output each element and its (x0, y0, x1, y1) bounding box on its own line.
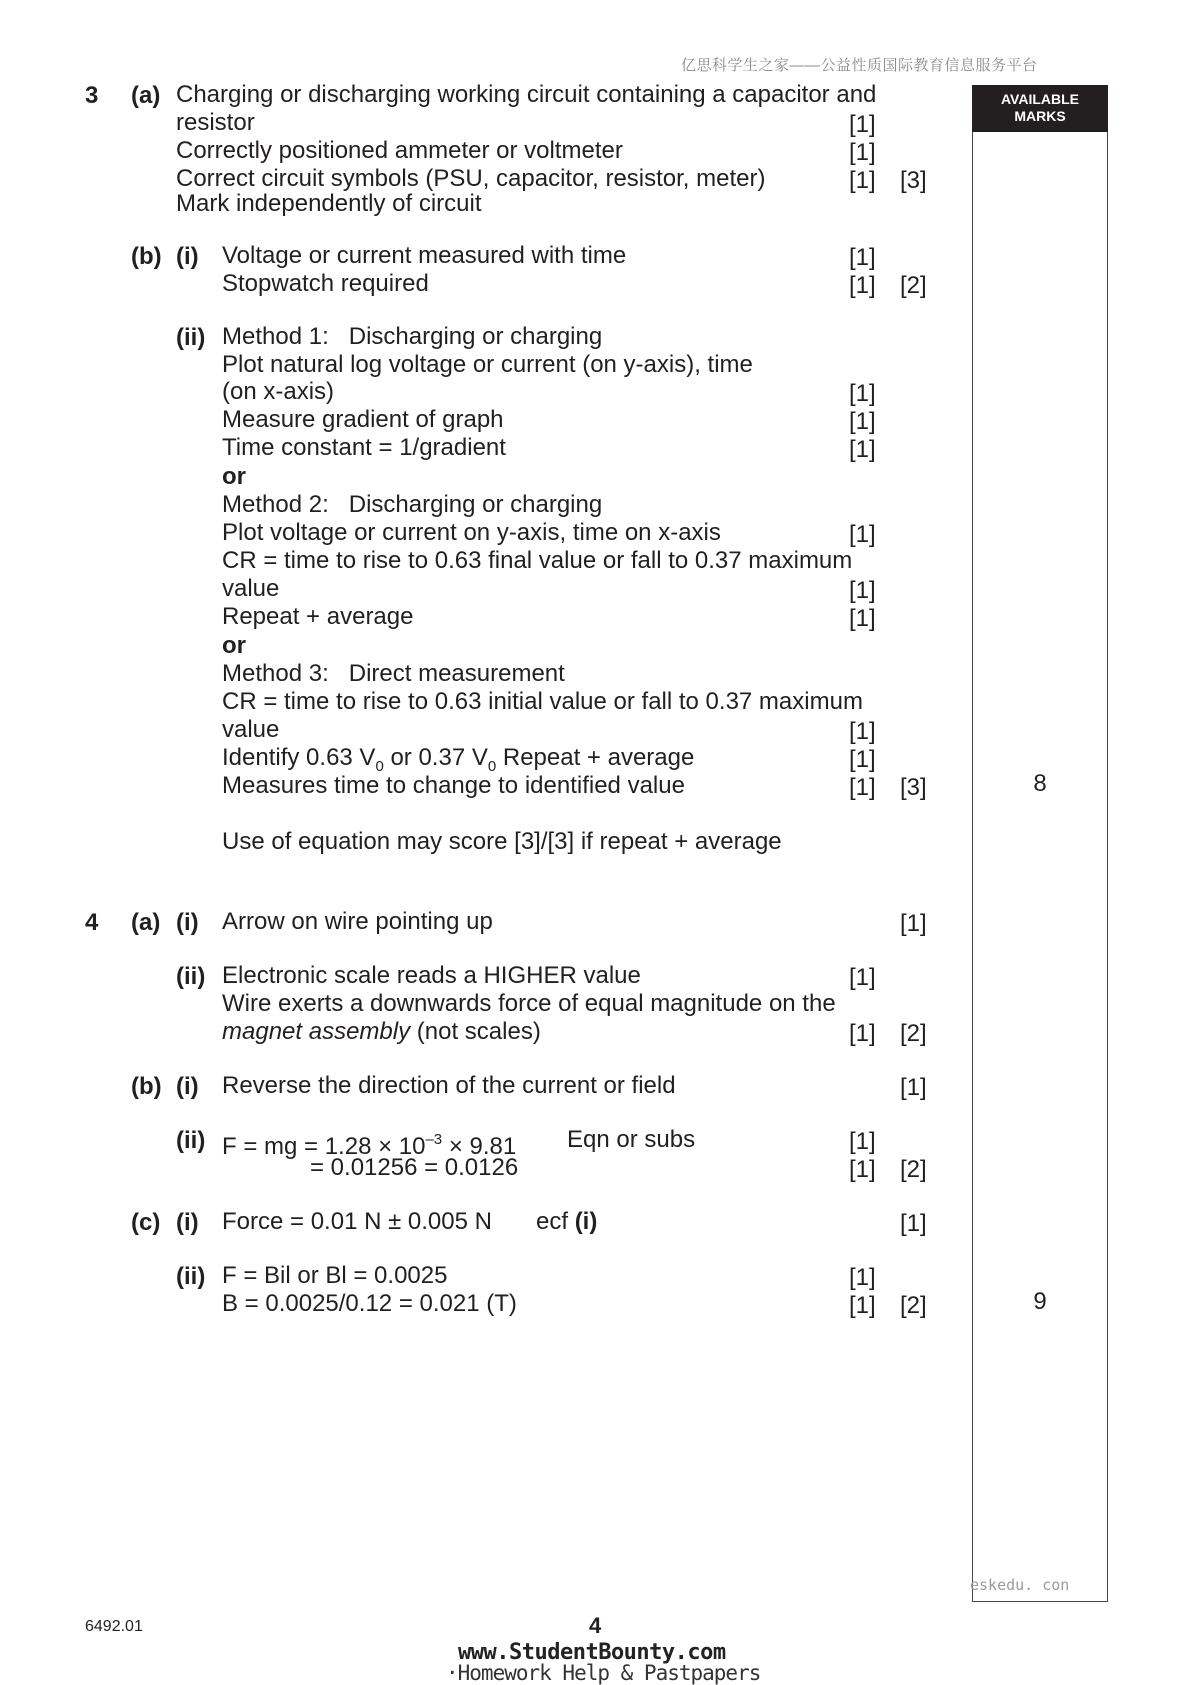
q3bii-m3-line1: CR = time to rise to 0.63 initial value or fall to 0.37 maximum (222, 688, 863, 715)
q3a-line5: Mark independently of circuit (176, 190, 482, 217)
q4bi-line1: Reverse the direction of the current or field (222, 1072, 676, 1099)
q4cii-line1-mark: [1] (849, 1264, 876, 1291)
q3bii-m2-line4: Repeat + average (222, 603, 414, 630)
header-watermark: 亿思科学生之家——公益性质国际教育信息服务平台 (681, 57, 1038, 74)
q3a-line4-mark: [1] (849, 167, 876, 194)
q3a-line3: Correctly positioned ammeter or voltmeter (176, 137, 623, 164)
available-marks-heading (972, 85, 1108, 132)
q4ci-line1: Force = 0.01 N ± 0.005 N (222, 1208, 492, 1235)
q3bii-or-1: or (222, 463, 246, 490)
q3bii-m1-line2: (on x-axis) (222, 378, 335, 405)
q3a-line3-mark: [1] (849, 139, 876, 166)
q3bii-m3-line2-mark: [1] (849, 718, 876, 745)
q4bii-line1-note: Eqn or subs (567, 1126, 696, 1153)
q4ci-total-mark: [1] (900, 1210, 927, 1237)
q3b-sub-ii-label: (ii) (176, 324, 206, 351)
q3bii-m2-line1: Plot voltage or current on y-axis, time on x-axis (222, 519, 721, 546)
q3bii-m1-line3-mark: [1] (849, 408, 876, 435)
q4cii-line2: B = 0.0025/0.12 = 0.021 (T) (222, 1290, 517, 1317)
q4cii-total-mark: [2] (900, 1292, 927, 1319)
q4ci-ecf-text: ecf (536, 1208, 575, 1235)
q4b-sub-ii-label: (ii) (176, 1127, 206, 1154)
q3bii-method1-title: Method 1: Discharging or charging (222, 323, 603, 350)
available-marks-heading-line1: AVAILABLE (1000, 91, 1080, 107)
q3-available-marks: 8 (1033, 770, 1047, 797)
q4ci-ecf (536, 1208, 597, 1236)
q3bii-m3-line3-subscript-2: 0 (487, 758, 497, 775)
q4bii-total-mark: [2] (900, 1156, 927, 1183)
q3bi-total-mark: [2] (900, 272, 927, 299)
q4a-sub-ii-label: (ii) (176, 963, 206, 990)
q3a-line2: resistor (176, 109, 255, 136)
q3bii-method2-title: Method 2: Discharging or charging (222, 491, 603, 518)
q3bii-m2-line3-mark: [1] (849, 577, 876, 604)
q4a-sub-i-label: (i) (176, 909, 199, 936)
studentbounty-tagline: ·Homework Help & Pastpapers (446, 1661, 761, 1685)
q3bii-m2-line3: value (222, 575, 280, 602)
q3bii-note: Use of equation may score [3]/[3] if repeat + average (222, 828, 782, 855)
q3bii-m1-line2-mark: [1] (849, 380, 876, 407)
q3bi-line1-mark: [1] (849, 244, 876, 271)
q4cii-line1: F = Bil or Bl = 0.0025 (222, 1262, 448, 1289)
q3bii-m1-line3: Measure gradient of graph (222, 406, 504, 433)
q4aii-line1-mark: [1] (849, 964, 876, 991)
q4c-sub-i-label: (i) (176, 1209, 199, 1236)
q3bi-line2: Stopwatch required (222, 270, 429, 297)
eskedu-watermark: eskedu. con (970, 1576, 1070, 1594)
q3bii-m3-line3-mark: [1] (849, 746, 876, 773)
q3a-line1: Charging or discharging working circuit containing a capacitor and (176, 81, 877, 108)
available-marks-column (972, 85, 1108, 1602)
q4bii-line2-mark: [1] (849, 1156, 876, 1183)
question-number-4: 4 (85, 909, 99, 936)
q4bii-line1-superscript: –3 (425, 1131, 443, 1148)
q4c-sub-ii-label: (ii) (176, 1263, 206, 1290)
q4bii-line2: = 0.01256 = 0.0126 (310, 1154, 519, 1181)
q4-part-c-label: (c) (131, 1209, 161, 1236)
q3bii-m3-line2: value (222, 716, 280, 743)
q3bii-or-2: or (222, 632, 246, 659)
q3-part-a-label: (a) (131, 82, 161, 109)
q3bii-m2-line2: CR = time to rise to 0.63 final value or fall to 0.37 maximum (222, 547, 853, 574)
q3bii-m2-line1-mark: [1] (849, 521, 876, 548)
q3bii-m3-line3-subscript-1: 0 (375, 758, 384, 775)
q3bii-m2-line4-mark: [1] (849, 605, 876, 632)
q3b-sub-i-label: (i) (176, 243, 199, 270)
q4aii-line2: Wire exerts a downwards force of equal magnitude on the (222, 990, 836, 1017)
q4bii-line1-part-b: × 9.81 (442, 1133, 517, 1160)
question-number-3: 3 (85, 82, 99, 109)
q4aii-line3-rest: (not scales) (410, 1018, 541, 1045)
q4ai-total-mark: [1] (900, 910, 927, 937)
q3bii-m1-line4: Time constant = 1/gradient (222, 434, 506, 461)
q3bii-method3-title: Method 3: Direct measurement (222, 660, 565, 687)
q4aii-line1: Electronic scale reads a HIGHER value (222, 962, 641, 989)
q4-available-marks: 9 (1033, 1288, 1047, 1315)
q4bi-total-mark: [1] (900, 1074, 927, 1101)
q3bii-m3-line4: Measures time to change to identified value (222, 772, 685, 799)
q4ai-line1: Arrow on wire pointing up (222, 908, 493, 935)
q4aii-line3 (222, 1018, 541, 1046)
q3bii-m3-line4-mark: [1] (849, 774, 876, 801)
q4b-sub-i-label: (i) (176, 1073, 199, 1100)
q3bii-m1-line4-mark: [1] (849, 436, 876, 463)
q4aii-line3-mark: [1] (849, 1020, 876, 1047)
page-number: 4 (589, 1613, 602, 1638)
q4aii-total-mark: [2] (900, 1020, 927, 1047)
q3a-total-mark: [3] (900, 167, 927, 194)
available-marks-heading-line2: MARKS (1014, 108, 1066, 124)
q3bii-total-mark: [3] (900, 774, 927, 801)
q4-part-a-label: (a) (131, 909, 161, 936)
q3bi-line2-mark: [1] (849, 272, 876, 299)
q4bii-line1-part-a: F = mg = 1.28 × 10 (222, 1133, 426, 1160)
paper-code: 6492.01 (85, 1618, 143, 1635)
q3bii-m1-line1: Plot natural log voltage or current (on y-axis), time (222, 351, 753, 378)
q3a-line4: Correct circuit symbols (PSU, capacitor, resistor, meter) (176, 165, 766, 192)
q3bii-m3-line3-part-a: Identify 0.63 V (222, 744, 376, 771)
q3bii-m3-line3-part-b: or 0.37 V (383, 744, 488, 771)
q4-part-b-label: (b) (131, 1073, 162, 1100)
q3a-line2-mark: [1] (849, 111, 876, 138)
q3bii-m3-line3-part-c: Repeat + average (496, 744, 695, 771)
studentbounty-url: www.StudentBounty.com (458, 1640, 726, 1665)
q3-part-b-label: (b) (131, 243, 162, 270)
q4cii-line2-mark: [1] (849, 1292, 876, 1319)
q4ci-ecf-ref: (i) (574, 1208, 598, 1235)
q4aii-line3-italic: magnet assembly (222, 1018, 411, 1045)
q4bii-line1-mark: [1] (849, 1128, 876, 1155)
q3bi-line1: Voltage or current measured with time (222, 242, 627, 269)
